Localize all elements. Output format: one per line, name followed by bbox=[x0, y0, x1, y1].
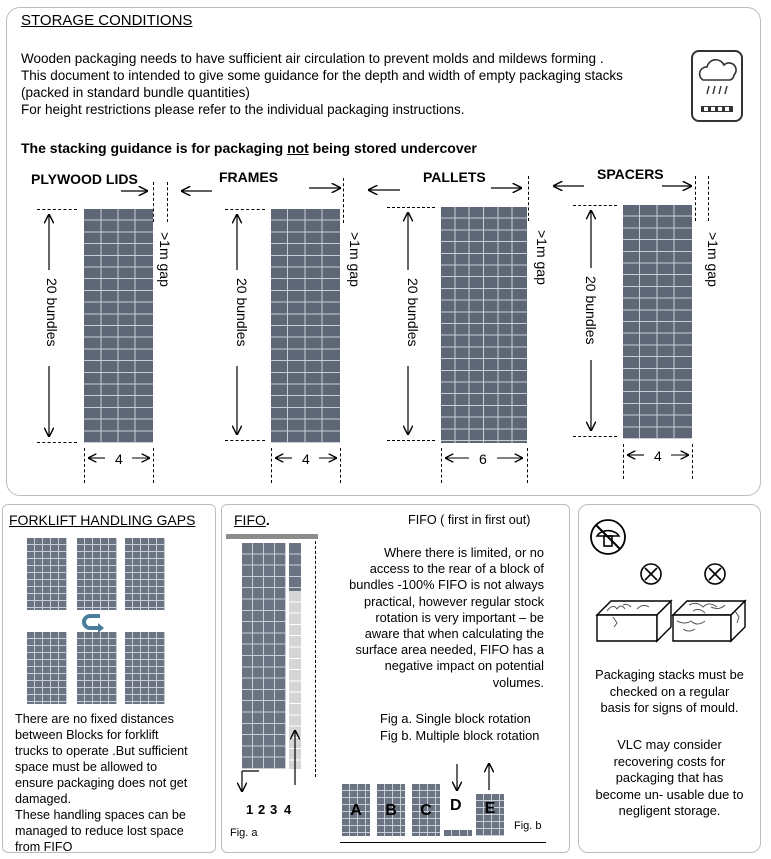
fifo-block-a bbox=[342, 784, 370, 836]
vlc-line-5: negligent storage. bbox=[618, 803, 721, 818]
width-label-plywood: 4 bbox=[115, 451, 123, 467]
fig-a-caption: Fig a. Single block rotation bbox=[380, 711, 531, 726]
block-bottom-left bbox=[27, 632, 67, 704]
storage-title: STORAGE CONDITIONS bbox=[21, 12, 193, 29]
fig-b-baseline bbox=[340, 842, 546, 843]
fifo-line-3: bundles -100% FIFO is not always bbox=[349, 577, 544, 593]
forklift-line-9: from FIFO bbox=[15, 840, 73, 854]
u-turn-arrow-icon bbox=[82, 613, 106, 633]
fifo-line-1: Where there is limited, or no bbox=[383, 545, 544, 560]
fifo-block-b bbox=[377, 784, 405, 836]
stack-label-spacers: SPACERS bbox=[597, 166, 664, 182]
fifo-columns bbox=[246, 802, 296, 817]
fifo-line-8: negative impact on potential bbox=[384, 658, 544, 674]
bundles-label-plywood: 20 bundles bbox=[44, 278, 60, 347]
forklift-line-7: These handling spaces can be bbox=[15, 808, 186, 822]
gap-label-spacers: >1m gap bbox=[705, 232, 721, 287]
guidance-post: being stored undercover bbox=[308, 140, 477, 156]
fifo-line-9: volumes. bbox=[492, 674, 544, 690]
bundles-label-pallets: 20 bundles bbox=[405, 278, 421, 347]
stack-label-frames: FRAMES bbox=[219, 169, 279, 185]
cross-icons bbox=[635, 562, 771, 592]
fifo-block-d-label: D bbox=[450, 797, 462, 814]
fifo-title-text: FIFO bbox=[234, 512, 266, 528]
fifo-a-arrows bbox=[232, 725, 352, 785]
vlc-line-2: recovering costs for bbox=[613, 753, 726, 769]
cross-circle-icon bbox=[641, 564, 661, 584]
fifo-block-e bbox=[476, 794, 504, 836]
stack-label-plywood: PLYWOOD LIDS bbox=[31, 171, 138, 187]
forklift-text bbox=[15, 711, 215, 855]
fig-b-caption: Fig b. Multiple block rotation bbox=[380, 728, 540, 743]
mould-text-2 bbox=[579, 737, 760, 820]
intro-line-4: For height restrictions please refer to the individual packaging instructions. bbox=[21, 102, 465, 117]
forklift-line-4: space must be allowed to bbox=[15, 760, 158, 774]
block-bottom-right bbox=[125, 632, 165, 704]
mould-line-1: Packaging stacks must be bbox=[595, 667, 744, 682]
fifo-b-arrows bbox=[447, 760, 527, 800]
intro-line-2: This document to intended to give some guidance for the depth and width of empty packaging stacks bbox=[21, 68, 623, 83]
fifo-top-bar bbox=[226, 534, 318, 539]
gap-label-pallets: >1m gap bbox=[534, 230, 550, 285]
block-top-right bbox=[125, 538, 165, 610]
block-bottom-middle bbox=[77, 632, 117, 704]
forklift-line-1: There are no fixed distances bbox=[15, 712, 174, 726]
dimension-arrows bbox=[7, 8, 762, 497]
intro-line-3: (packed in standard bundle quantities) bbox=[21, 85, 250, 100]
col-2: 2 bbox=[258, 802, 266, 817]
mould-text-1 bbox=[579, 667, 760, 717]
guidance-pre: The stacking guidance is for packaging bbox=[21, 140, 288, 156]
fifo-line-7: surface area needed, FIFO has a bbox=[355, 642, 544, 658]
fifo-line-6: aware that when calculating the bbox=[364, 626, 544, 642]
block-top-left bbox=[27, 538, 67, 610]
fifo-block-e-label: E bbox=[484, 800, 496, 817]
mouldy-boxes-icon bbox=[593, 595, 763, 655]
stack-label-pallets: PALLETS bbox=[423, 169, 486, 185]
vlc-line-1: VLC may consider bbox=[617, 737, 722, 752]
storage-conditions-panel bbox=[6, 7, 761, 496]
mould-line-3: basis for signs of mould. bbox=[600, 700, 739, 715]
forklift-line-5: ensure packaging does not get bbox=[15, 776, 188, 790]
col-4: 4 bbox=[284, 802, 292, 817]
forklift-title: FORKLIFT HANDLING GAPS bbox=[9, 512, 196, 528]
fifo-line-5: rotation is very important – be bbox=[375, 609, 544, 625]
fifo-block-a-label: A bbox=[350, 802, 362, 819]
fifo-subtitle: FIFO ( first in first out) bbox=[408, 513, 531, 527]
fifo-line-2: access to the rear of a block of bbox=[369, 561, 544, 577]
col-3: 3 bbox=[270, 802, 278, 817]
mould-panel bbox=[578, 504, 761, 853]
forklift-line-8: managed to reduce lost space bbox=[15, 824, 184, 838]
guidance-not: not bbox=[287, 140, 309, 156]
fifo-line-4: practical, however regular stock bbox=[364, 593, 544, 609]
fifo-column-4-filled bbox=[289, 543, 301, 591]
vlc-line-4: become un- usable due to bbox=[595, 786, 744, 802]
forklift-line-6: damaged. bbox=[15, 792, 72, 806]
gap-label-frames: >1m gap bbox=[347, 232, 363, 287]
fifo-block-c-label: C bbox=[420, 802, 432, 819]
width-label-spacers: 4 bbox=[654, 448, 662, 464]
intro-line-1: Wooden packaging needs to have sufficient air circulation to prevent molds and mildews forming . bbox=[21, 51, 604, 66]
width-label-frames: 4 bbox=[302, 451, 310, 467]
fig-a-label: Fig. a bbox=[230, 827, 258, 839]
vlc-line-3: packaging that has bbox=[615, 770, 724, 785]
fifo-title-dot: . bbox=[265, 512, 270, 528]
width-label-pallets: 6 bbox=[479, 451, 487, 467]
bundles-label-frames: 20 bundles bbox=[234, 278, 250, 347]
col-1: 1 bbox=[246, 802, 254, 817]
bundles-label-spacers: 20 bundles bbox=[583, 276, 599, 345]
fifo-title bbox=[234, 512, 270, 528]
forklift-panel bbox=[2, 504, 216, 853]
fifo-panel bbox=[221, 504, 570, 853]
mould-line-2: checked on a regular bbox=[609, 683, 730, 699]
block-top-middle bbox=[77, 538, 117, 610]
cross-circle-icon bbox=[705, 564, 725, 584]
fig-b-label: Fig. b bbox=[514, 820, 542, 832]
no-mould-icon bbox=[588, 517, 628, 557]
fifo-body bbox=[328, 545, 544, 691]
gap-label-plywood: >1m gap bbox=[157, 232, 173, 287]
forklift-line-3: trucks to operate .But sufficient bbox=[15, 744, 188, 758]
fifo-block-d bbox=[444, 830, 472, 836]
fifo-block-b-label: B bbox=[385, 802, 397, 819]
forklift-line-2: between Blocks for forklift bbox=[15, 728, 159, 742]
fifo-block-c bbox=[412, 784, 440, 836]
